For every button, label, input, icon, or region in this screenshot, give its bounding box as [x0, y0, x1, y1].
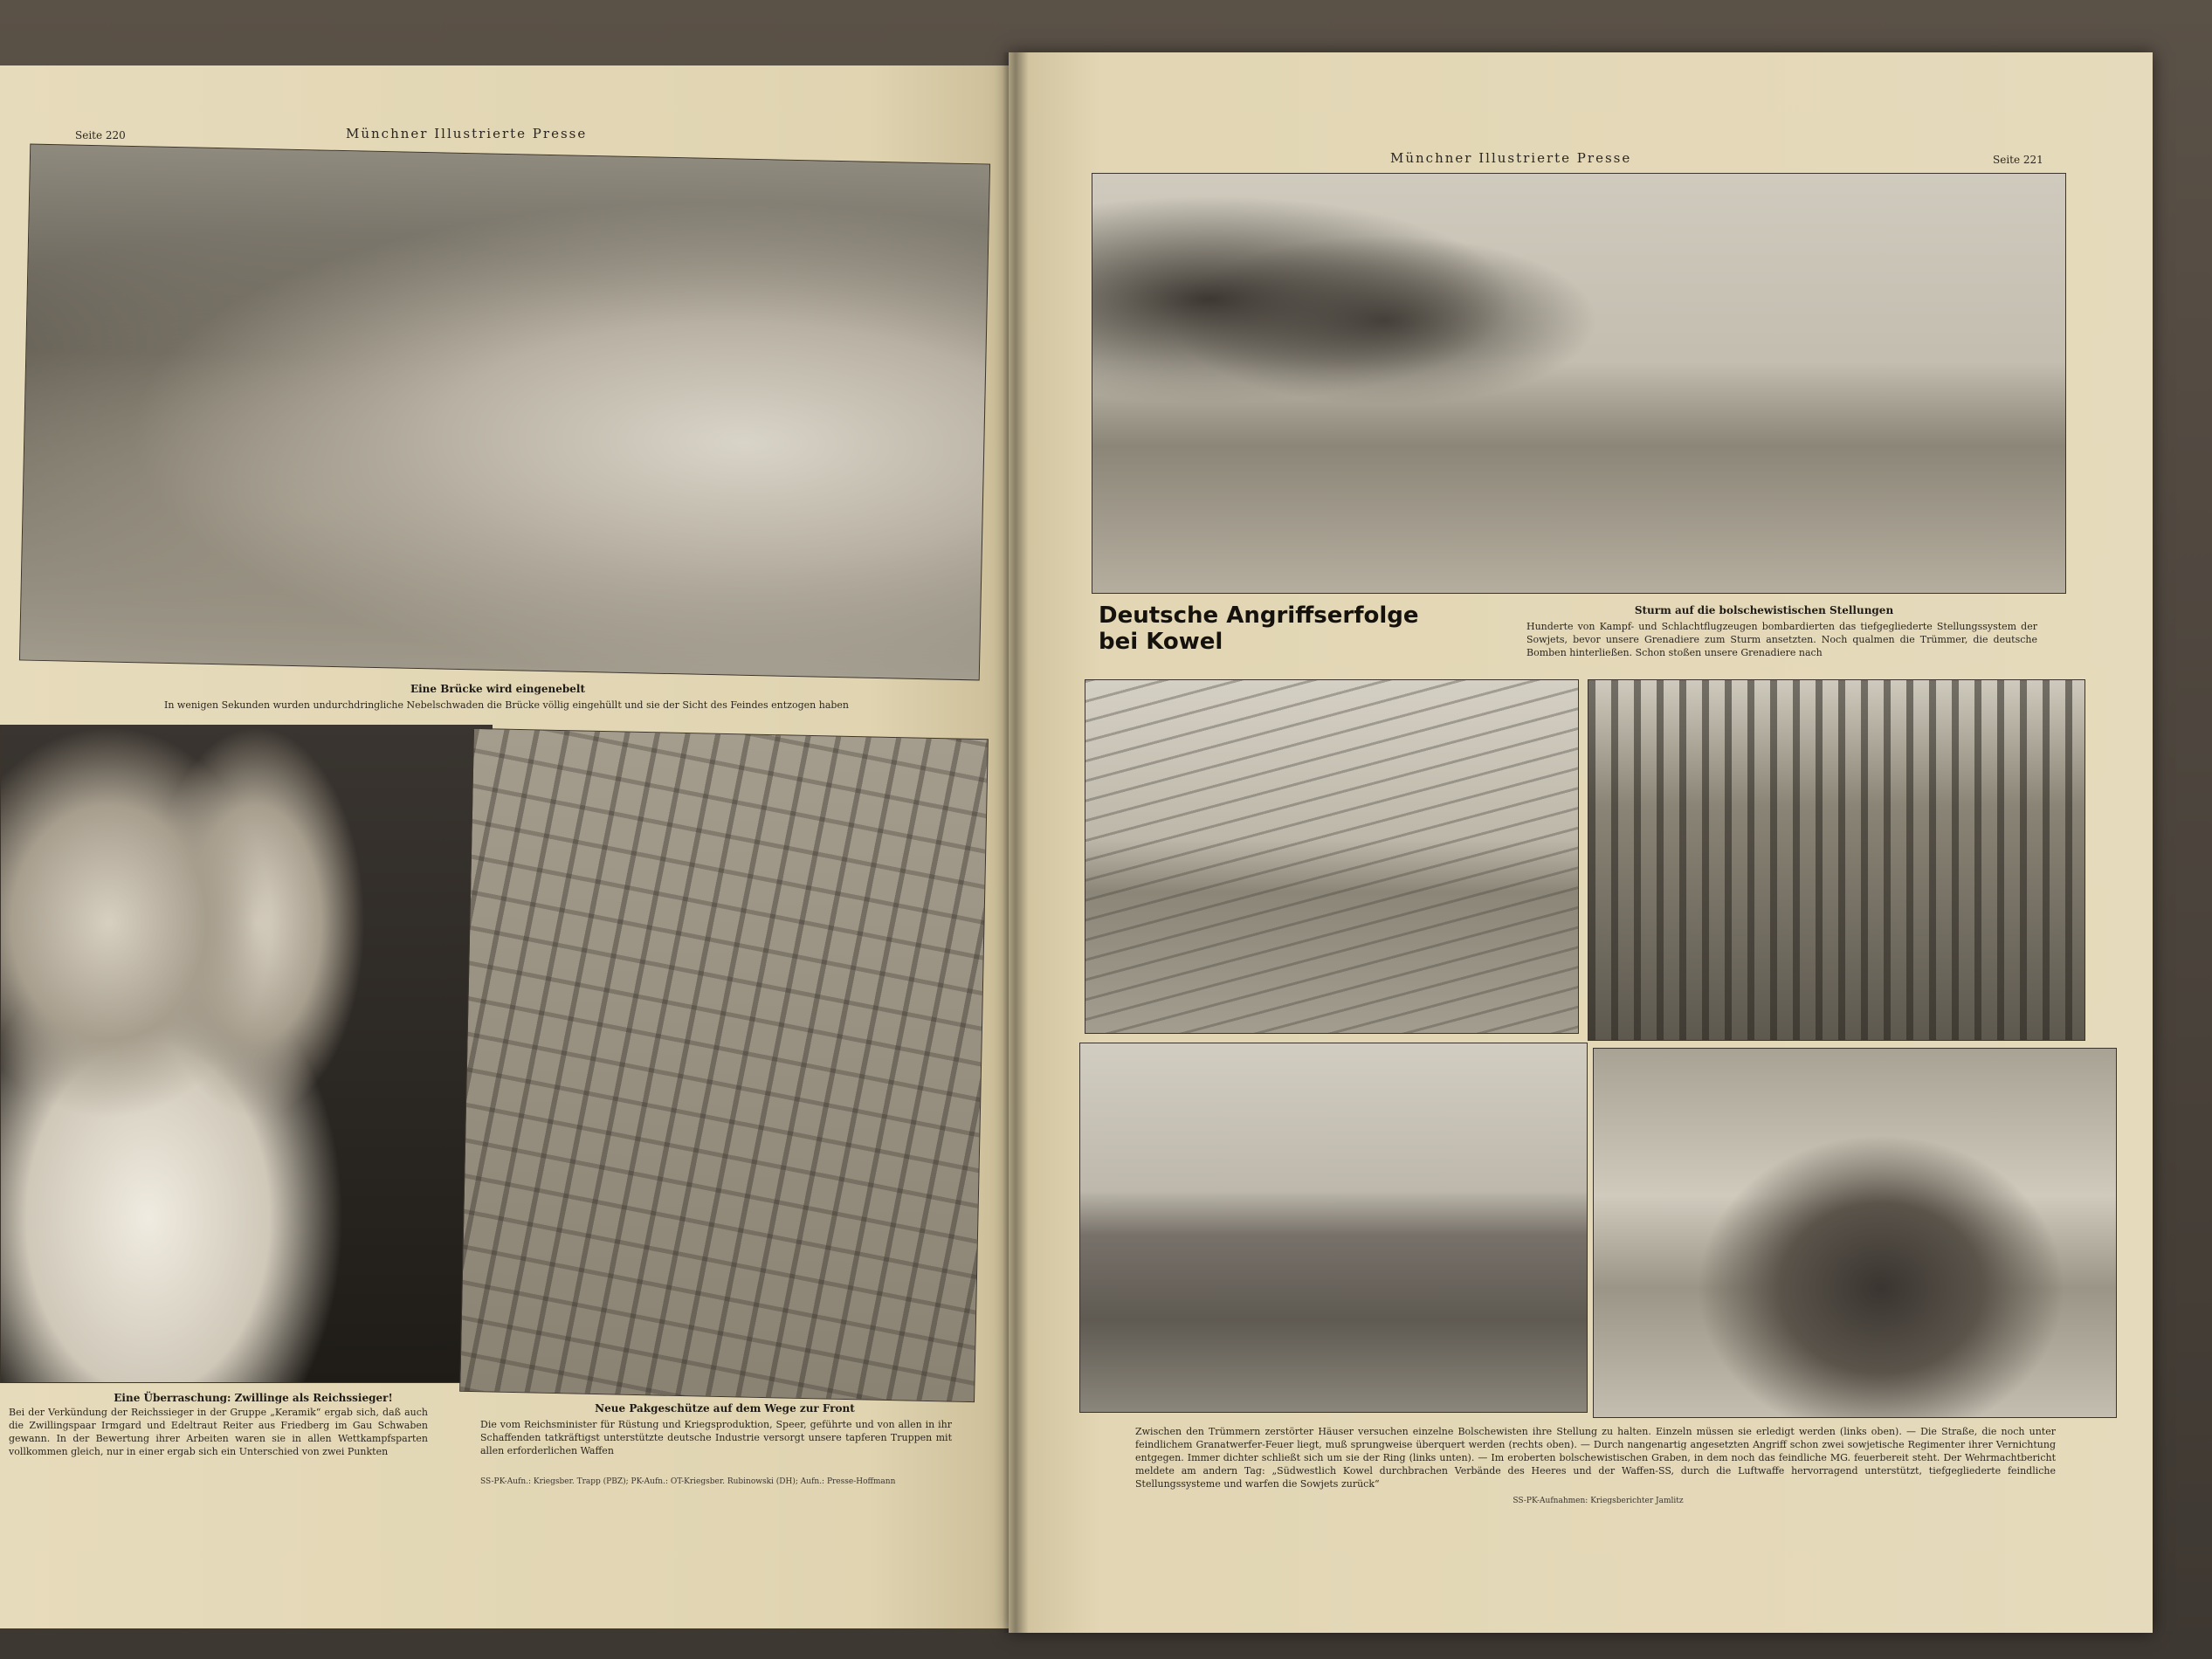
- photo-muddy-road: [1085, 679, 1579, 1034]
- photo-ruins-assault: [1092, 173, 2066, 594]
- caption-title-bridge: Eine Brücke wird eingenebelt: [410, 683, 586, 695]
- photo-trench-machine-gun: [1593, 1048, 2117, 1418]
- caption-body-guns: Die vom Reichsminister für Rüstung und Kriegsproduktion, Speer, geführte und von allen in ihr Schaffenden tatkräftigst unterstützte deutsche Industrie versorgt unsere tapferen Truppen mit allen erforderlichen Waffen: [480, 1419, 952, 1456]
- caption-title-guns: Neue Pakgeschütze auf dem Wege zur Front: [595, 1402, 855, 1415]
- credit-right-page: SS-PK-Aufnahmen: Kriegsberichter Jamlitz: [1513, 1497, 1684, 1505]
- photo-smoke-bridge: [19, 144, 990, 681]
- credit-left-page: SS-PK-Aufn.: Kriegsber. Trapp (PBZ); PK-Aufn.: OT-Kriegsber. Rubinowski (DH); Aufn.: Presse-Hoffmann: [480, 1477, 896, 1486]
- headline: Deutsche Angriffserfolge bei Kowel: [1099, 602, 1419, 655]
- book-gutter: [1003, 52, 1029, 1633]
- caption-title-assault: Sturm auf die bolschewistischen Stellungen: [1634, 604, 1894, 616]
- photo-twin-girls: [0, 725, 493, 1383]
- photo-fence-soldiers: [1588, 679, 2085, 1041]
- photo-anti-tank-guns: [459, 728, 989, 1402]
- caption-title-twins: Eine Überraschung: Zwillinge als Reichssieger!: [114, 1392, 393, 1404]
- caption-body-bridge: In wenigen Sekunden wurden undurchdringliche Nebelschwaden die Brücke völlig eingehüllt und sie der Sicht des Feindes entzogen haben: [163, 699, 850, 711]
- photo-village-road: [1079, 1043, 1588, 1413]
- caption-body-assault: Hunderte von Kampf- und Schlachtflugzeugen bombardierten das tiefgegliederte Stellungssystem der Sowjets, bevor unsere Grenadiere zum Sturm ansetzten. Noch qualmen die Trümmer, die deutsche Bomben hinterließen. Schon stoßen unsere Grenadiere nach: [1526, 621, 2037, 658]
- right-folio: Seite 221: [1993, 154, 2043, 166]
- caption-body-kowel: Zwischen den Trümmern zerstörter Häuser versuchen einzelne Bolschewisten ihre Stellung zu halten. Einzeln müssen sie erledigt werden (links oben). — Die Straße, die noch unter feindlichem Granatwerfer-Feuer liegt, muß sprungweise überquert werden (rechts oben). — Durch nangenartig angesetzten Angriff schon zwei sowjetische Regimenter ihrer Vernichtung entgegen. Immer dichter schließt sich um sie der Ring (links unten). — Im eroberten bolschewistischen Graben, in dem noch das feindliche MG. feuerbereit steht. Der Wehrmachtbericht meldete am andern Tag: „Südwestlich Kowel durchbrachen Verbände des Heeres und der Waffen-SS, durch die Luftwaffe hervorragend unterstützt, tiefgegliederte feindliche Stellungssysteme und warfen die Sowjets zurück“: [1135, 1426, 2056, 1490]
- caption-body-twins: Bei der Verkündung der Reichssieger in der Gruppe „Keramik“ ergab sich, daß auch die Zwillingspaar Irmgard und Edeltraut Reiter aus Friedberg im Gau Schwaben gewann. In der Bewertung ihrer Arbeiten waren sie in allen Wettkampfsparten vollkommen gleich, nur in einer ergab sich ein Unterschied von zwei Punkten: [9, 1407, 428, 1457]
- left-running-head: Münchner Illustrierte Presse: [346, 126, 588, 141]
- right-running-head: Münchner Illustrierte Presse: [1390, 150, 1632, 166]
- left-folio: Seite 220: [75, 129, 126, 141]
